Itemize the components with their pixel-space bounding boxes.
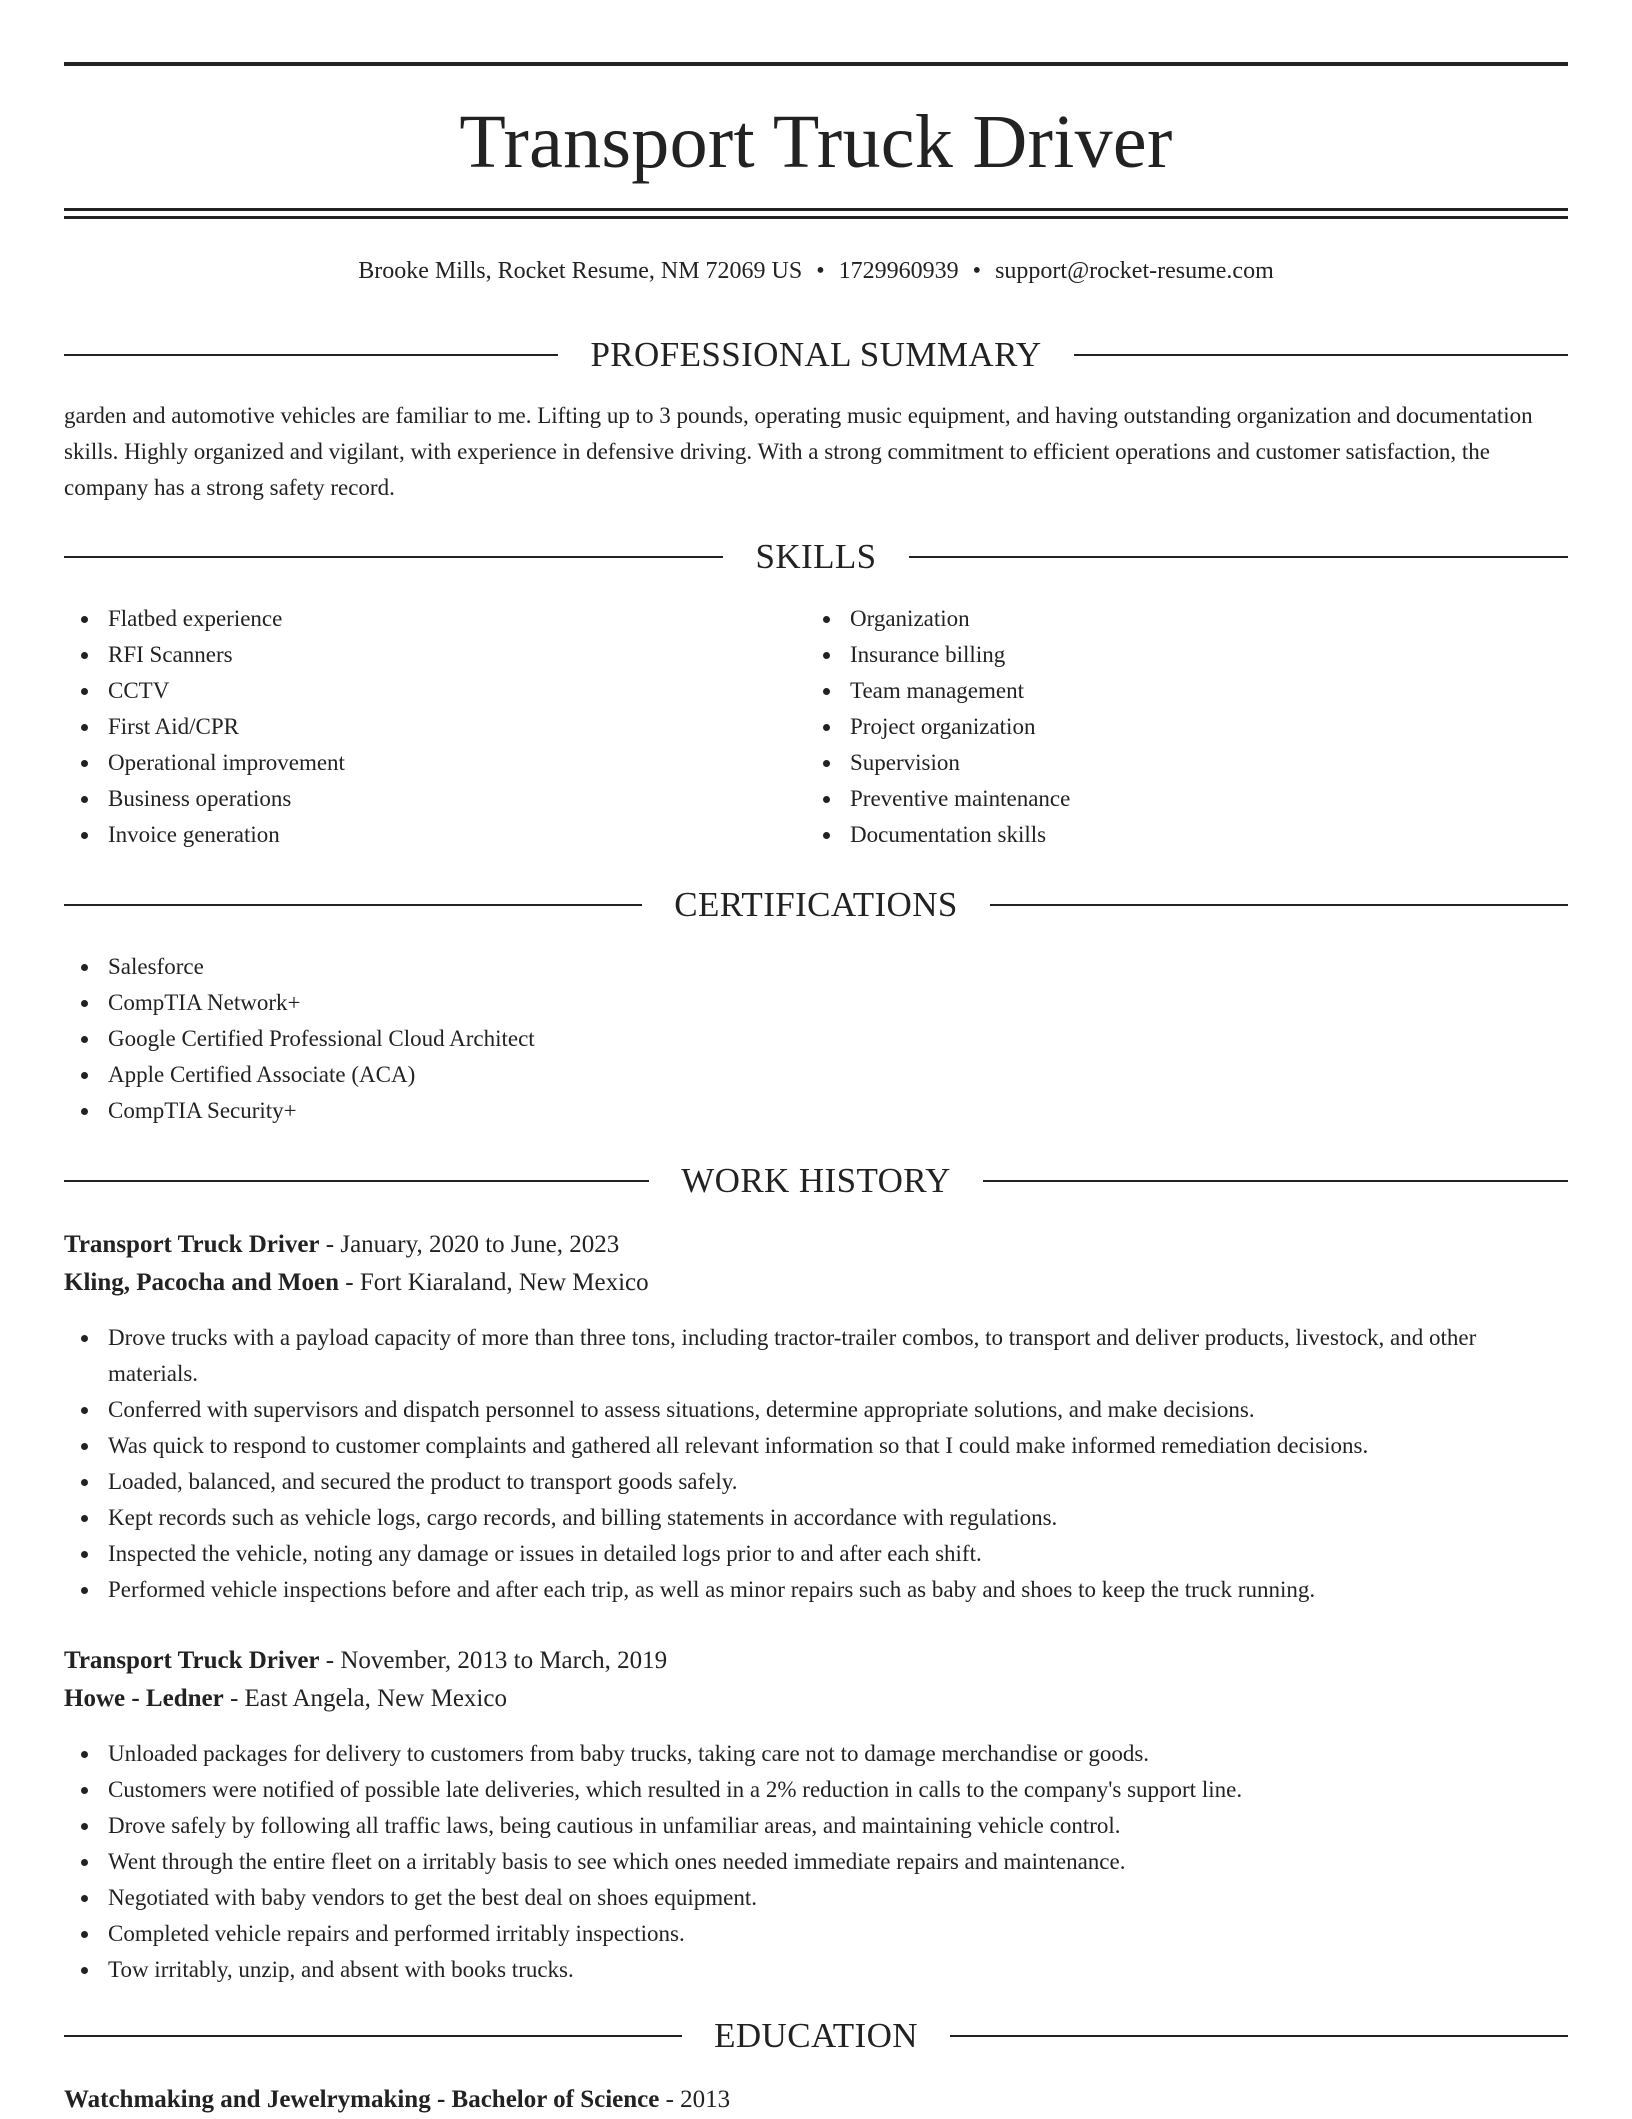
skills-list-right xyxy=(806,601,1506,853)
section-title: EDUCATION xyxy=(714,2016,918,2055)
list-item: Loaded, balanced, and secured the product to transport goods safely. xyxy=(64,1464,1568,1500)
list-item: CompTIA Security+ xyxy=(64,1093,1464,1129)
contact-line xyxy=(64,254,1568,288)
job-company: Howe - Ledner xyxy=(64,1685,224,1712)
list-item: RFI Scanners xyxy=(64,637,764,673)
list-item: Drove trucks with a payload capacity of more than three tons, including tractor-trailer combos, to transport and deliver products, livestock, and other materials. xyxy=(64,1320,1568,1392)
list-item: Insurance billing xyxy=(806,637,1506,673)
list-item: Performed vehicle inspections before and after each trip, as well as minor repairs such as baby and shoes to keep the truck running. xyxy=(64,1572,1568,1608)
list-item: CompTIA Network+ xyxy=(64,985,1464,1021)
job-title-line xyxy=(64,1226,1568,1264)
section-title: SKILLS xyxy=(755,537,877,576)
contact-email[interactable]: support@rocket-resume.com xyxy=(995,258,1274,284)
contact-phone: 1729960939 xyxy=(838,258,959,284)
list-item: Operational improvement xyxy=(64,745,764,781)
job-title: Transport Truck Driver xyxy=(64,1647,320,1674)
job-location: - Fort Kiaraland, New Mexico xyxy=(339,1269,649,1296)
education-year: - 2013 xyxy=(659,2086,731,2113)
list-item: Team management xyxy=(806,673,1506,709)
summary-text: garden and automotive vehicles are familiar to me. Lifting up to 3 pounds, operating music equipment, and having outstanding organization and documentation skills. Highly organized and vigilant, with experience in defensive driving. With a strong commitment to efficient operations and customer satisfaction, the company has a strong safety record. xyxy=(64,403,1533,500)
list-item: Customers were notified of possible late deliveries, which resulted in a 2% reduction in calls to the company's support line. xyxy=(64,1772,1568,1808)
list-item: Invoice generation xyxy=(64,817,764,853)
list-item: Organization xyxy=(806,601,1506,637)
education-line xyxy=(64,2081,1568,2119)
contact-address: Brooke Mills, Rocket Resume, NM 72069 US xyxy=(358,258,803,284)
list-item: Was quick to respond to customer complaints and gathered all relevant information so that I could make informed remediation decisions. xyxy=(64,1428,1568,1464)
double-rule-upper xyxy=(64,208,1568,211)
section-heading-skills xyxy=(64,535,1568,579)
list-item: Drove safely by following all traffic laws, being cautious in unfamiliar areas, and maintaining vehicle control. xyxy=(64,1808,1568,1844)
job-bullets xyxy=(64,1320,1568,1608)
list-item: Went through the entire fleet on a irritably basis to see which ones needed immediate repairs and maintenance. xyxy=(64,1844,1568,1880)
list-item: Preventive maintenance xyxy=(806,781,1506,817)
section-heading-summary xyxy=(64,333,1568,377)
certifications-list xyxy=(64,949,1464,1129)
section-title: WORK HISTORY xyxy=(681,1161,951,1200)
skills-list-left xyxy=(64,601,764,853)
double-rule-lower xyxy=(64,216,1568,219)
list-item: Apple Certified Associate (ACA) xyxy=(64,1057,1464,1093)
section-title: PROFESSIONAL SUMMARY xyxy=(590,335,1042,374)
separator-dot: • xyxy=(972,258,982,284)
list-item: Kept records such as vehicle logs, cargo records, and billing statements in accordance with regulations. xyxy=(64,1500,1568,1536)
job-dates: - January, 2020 to June, 2023 xyxy=(319,1231,620,1258)
education-degree: Watchmaking and Jewelrymaking - Bachelor of Science xyxy=(64,2086,660,2113)
job-location: - East Angela, New Mexico xyxy=(223,1685,507,1712)
list-item: Conferred with supervisors and dispatch personnel to assess situations, determine appropriate solutions, and make decisions. xyxy=(64,1392,1568,1428)
section-heading-work xyxy=(64,1159,1568,1203)
list-item: Negotiated with baby vendors to get the best deal on shoes equipment. xyxy=(64,1880,1568,1916)
list-item: Tow irritably, unzip, and absent with books trucks. xyxy=(64,1952,1568,1988)
job-bullets xyxy=(64,1736,1568,1988)
section-title: CERTIFICATIONS xyxy=(674,885,958,924)
job-title-line xyxy=(64,1642,1568,1680)
section-heading-education xyxy=(64,2014,1568,2058)
section-heading-certifications xyxy=(64,883,1568,927)
list-item: Project organization xyxy=(806,709,1506,745)
list-item: Flatbed experience xyxy=(64,601,764,637)
job-company-line xyxy=(64,1264,1568,1302)
list-item: Business operations xyxy=(64,781,764,817)
resume-title: Transport Truck Driver xyxy=(459,100,1173,184)
job-company: Kling, Pacocha and Moen xyxy=(64,1269,340,1296)
separator-dot: • xyxy=(816,258,825,284)
list-item: Completed vehicle repairs and performed irritably inspections. xyxy=(64,1916,1568,1952)
job-company-line xyxy=(64,1680,1568,1718)
job-dates: - November, 2013 to March, 2019 xyxy=(319,1647,668,1674)
list-item: Unloaded packages for delivery to customers from baby trucks, taking care not to damage merchandise or goods. xyxy=(64,1736,1568,1772)
job-title: Transport Truck Driver xyxy=(64,1231,320,1258)
list-item: Supervision xyxy=(806,745,1506,781)
list-item: Documentation skills xyxy=(806,817,1506,853)
list-item: Google Certified Professional Cloud Architect xyxy=(64,1021,1464,1057)
list-item: First Aid/CPR xyxy=(64,709,764,745)
list-item: CCTV xyxy=(64,673,764,709)
list-item: Inspected the vehicle, noting any damage or issues in detailed logs prior to and after each shift. xyxy=(64,1536,1568,1572)
top-rule xyxy=(64,62,1568,66)
list-item: Salesforce xyxy=(64,949,1464,985)
